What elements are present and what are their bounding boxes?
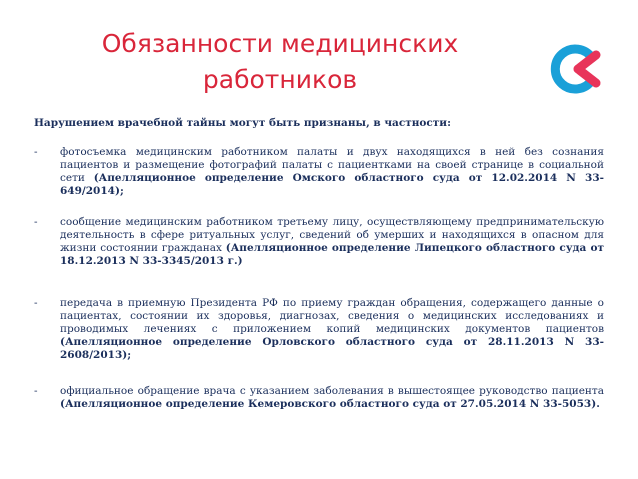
item-text: официальное обращение врача с указанием заболевания в вышестоящее руководство пациента: [60, 385, 604, 397]
item-text: фотосъемка медицинским работником палаты и двух находящихся в ней без сознания пациентов и размещение фотографий палаты с пациентками на своей странице в социальной сети: [60, 146, 604, 184]
slide-title: [70, 26, 490, 98]
bullet-dash: -: [34, 216, 38, 228]
title-line-1: Обязанности медицинских: [101, 29, 459, 58]
bullet-dash: -: [34, 385, 38, 397]
item-reference: (Апелляционное определение Кемеровского областного суда от 27.05.2014 N 33-5053).: [60, 398, 600, 410]
intro-text: Нарушением врачебной тайны могут быть признаны, в частности:: [34, 117, 451, 129]
item-text: сообщение медицинским работником третьему лицу, осуществляющему предпринимательскую деятельность в сфере ритуальных услуг, сведений об умерших и находящихся в опасном для жизни состоянии гражданах: [60, 216, 604, 254]
item-reference: (Апелляционное определение Липецкого областного суда от 18.12.2013 N 33-3345/2013 г.): [60, 242, 604, 267]
logo-icon: [548, 36, 612, 100]
item-reference: (Апелляционное определение Омского областного суда от 12.02.2014 N 33-649/2014);: [60, 172, 604, 197]
item-text: передача в приемную Президента РФ по приему граждан обращения, содержащего данные о пациентах, состоянии их здоровья, диагнозах, сведения о медицинских исследованиях и проводимых лечениях с приложением копий медицинских документов пациентов: [60, 297, 604, 335]
bullet-dash: -: [34, 146, 38, 158]
list-item: [34, 297, 604, 362]
bullet-dash: -: [34, 297, 38, 309]
list-item: [34, 146, 604, 198]
list-item: [34, 385, 604, 411]
list-item: [34, 216, 604, 268]
title-line-2: работников: [202, 65, 358, 94]
item-reference: (Апелляционное определение Орловского областного суда от 28.11.2013 N 33-2608/2013);: [60, 336, 604, 361]
